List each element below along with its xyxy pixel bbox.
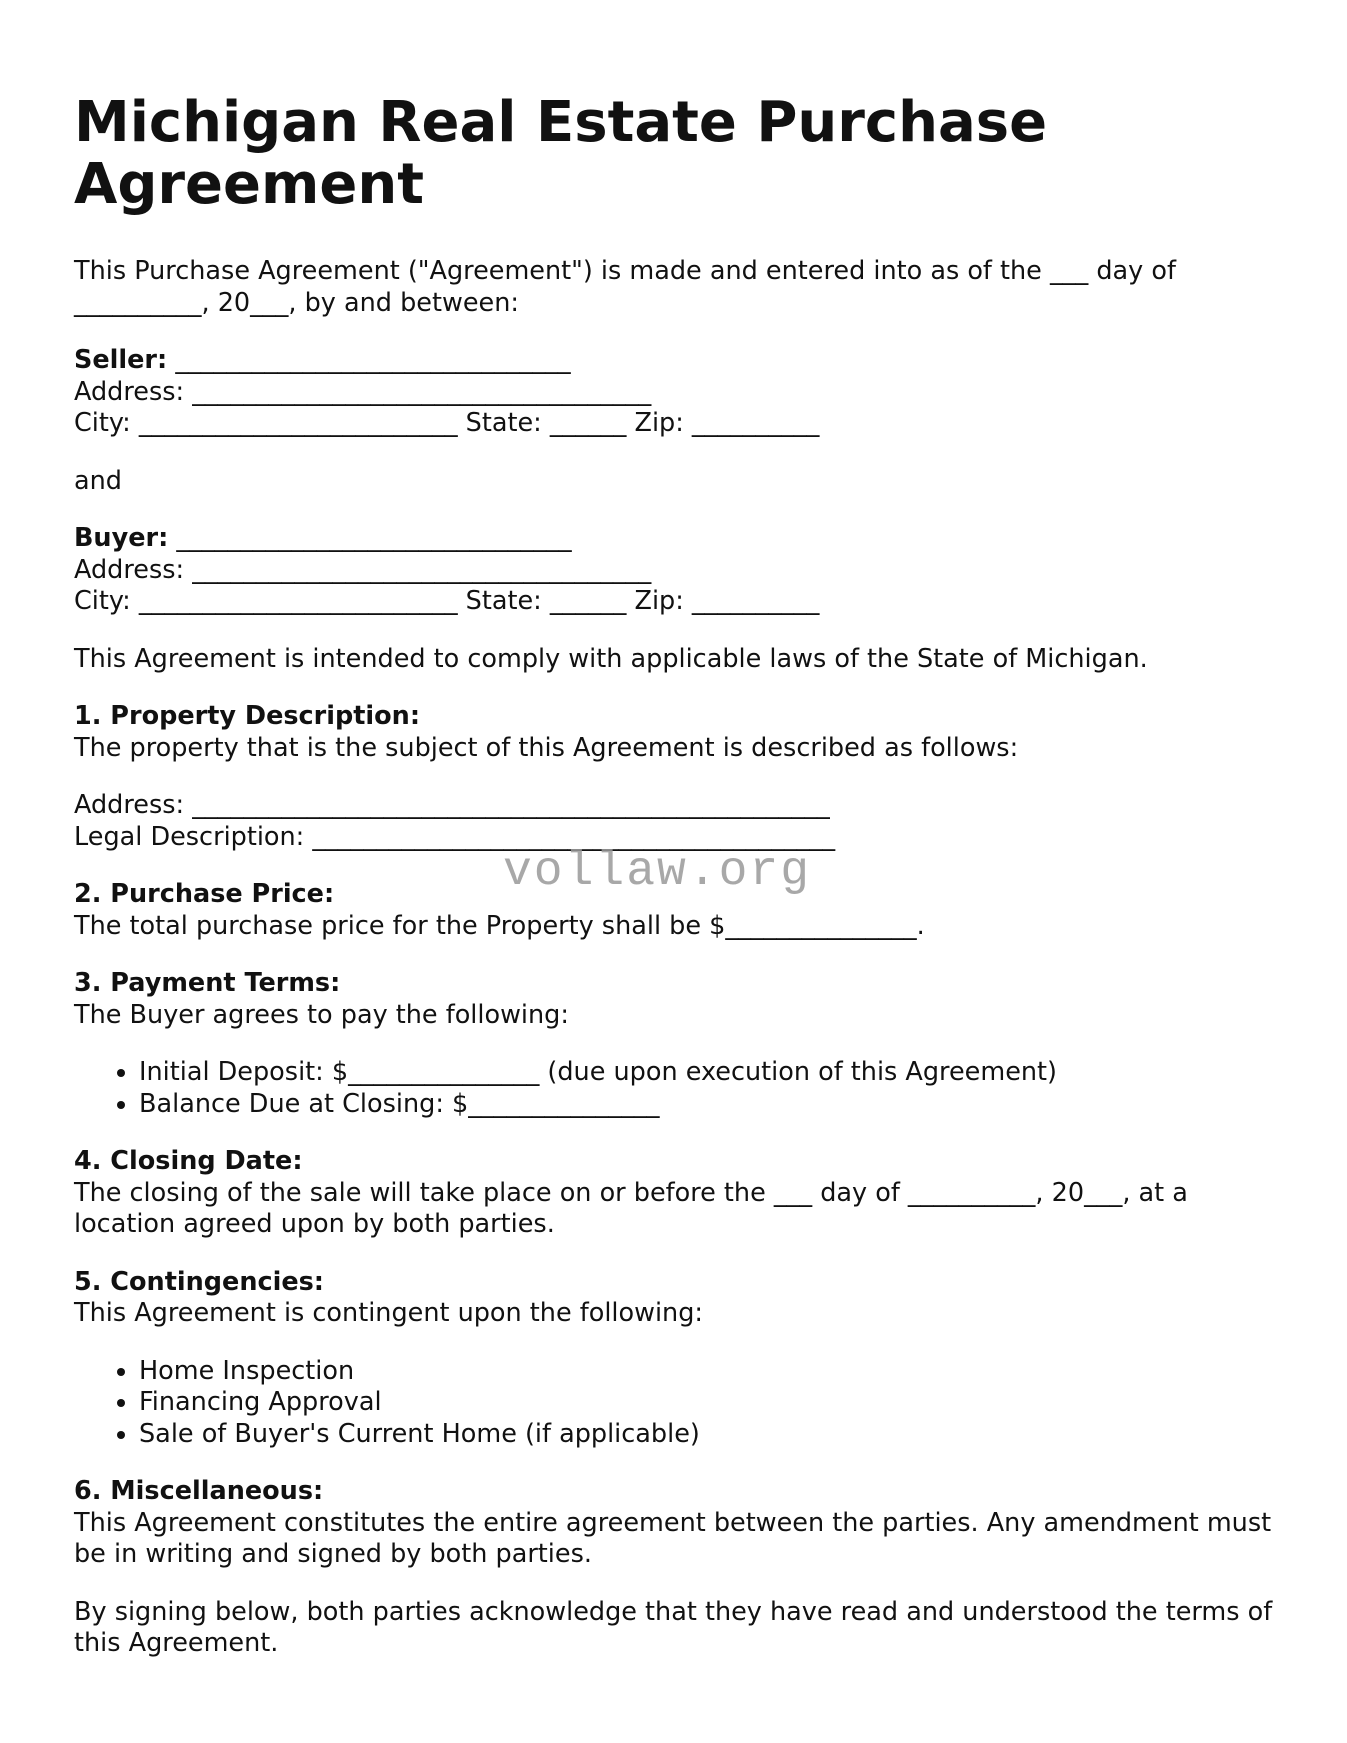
section-text: This Agreement constitutes the entire agreement between the parties. Any amendment must be in writing and signed by both parties. xyxy=(74,1507,1272,1569)
section-text: The closing of the sale will take place on or before the ___ day of __________, 20___, at a location agreed upon by both parties. xyxy=(74,1177,1188,1239)
section-text: This Agreement is contingent upon the following: xyxy=(74,1298,703,1328)
section-heading: 2. Purchase Price: xyxy=(74,879,335,909)
buyer-name-blank: _______________________________ xyxy=(168,523,572,553)
section-misc xyxy=(74,1476,1284,1571)
section-contingencies xyxy=(74,1267,1284,1330)
section-heading: 4. Closing Date: xyxy=(74,1146,303,1176)
list-item: • Sale of Buyer's Current Home (if applicable) xyxy=(139,1419,1284,1451)
section-heading: 6. Miscellaneous: xyxy=(74,1476,324,1506)
contingencies-list xyxy=(74,1356,1284,1451)
buyer-address-line: Address: ____________________________________ xyxy=(74,554,652,585)
section-property xyxy=(74,701,1284,764)
section-text: The property that is the subject of this Agreement is described as follows: xyxy=(74,732,1019,763)
seller-address-line: Address: ____________________________________ xyxy=(74,376,652,407)
seller-city-line: City: _________________________ State: ______ Zip: __________ xyxy=(74,408,820,438)
section-payment xyxy=(74,968,1284,1031)
section-heading: 1. Property Description: xyxy=(74,701,421,731)
list-item: • Financing Approval xyxy=(139,1387,1284,1419)
document-title: Michigan Real Estate Purchase Agreement xyxy=(74,90,1048,217)
closing-statement: By signing below, both parties acknowledge that they have read and understood the terms of this Agreement. xyxy=(74,1596,1273,1658)
buyer-name-line xyxy=(74,523,1284,555)
watermark: vollaw.org xyxy=(503,845,812,899)
section-heading: 3. Payment Terms: xyxy=(74,968,341,998)
intro-paragraph: This Purchase Agreement ("Agreement") is made and entered into as of the ___ day of __________, 20___, by and between: xyxy=(74,256,1176,318)
section-heading: 5. Contingencies: xyxy=(74,1266,325,1297)
seller-name-blank: _______________________________ xyxy=(167,345,571,375)
list-item: • Initial Deposit: $_______________ (due upon execution of this Agreement) xyxy=(139,1057,1284,1089)
section-closing xyxy=(74,1146,1284,1241)
list-item: • Home Inspection xyxy=(139,1356,1284,1388)
property-address-line: Address: __________________________________________________ xyxy=(74,790,830,820)
property-fields xyxy=(74,790,1284,853)
list-item: • Balance Due at Closing: $_______________ xyxy=(139,1089,1284,1121)
seller-name-line xyxy=(74,345,1284,377)
seller-block xyxy=(74,345,1284,440)
buyer-city-line: City: _________________________ State: ______ Zip: __________ xyxy=(74,586,820,616)
seller-label: Seller: xyxy=(74,345,168,375)
section-text: The Buyer agrees to pay the following: xyxy=(74,999,569,1030)
property-legal-line: Legal Description: _________________________________________ xyxy=(74,821,836,852)
comply-paragraph: This Agreement is intended to comply with applicable laws of the State of Michigan. xyxy=(74,643,1148,674)
buyer-label: Buyer: xyxy=(74,523,169,553)
payment-list xyxy=(74,1057,1284,1120)
and-text: and xyxy=(74,465,122,496)
section-text: The total purchase price for the Property shall be $_______________. xyxy=(74,910,925,941)
buyer-block xyxy=(74,523,1284,618)
